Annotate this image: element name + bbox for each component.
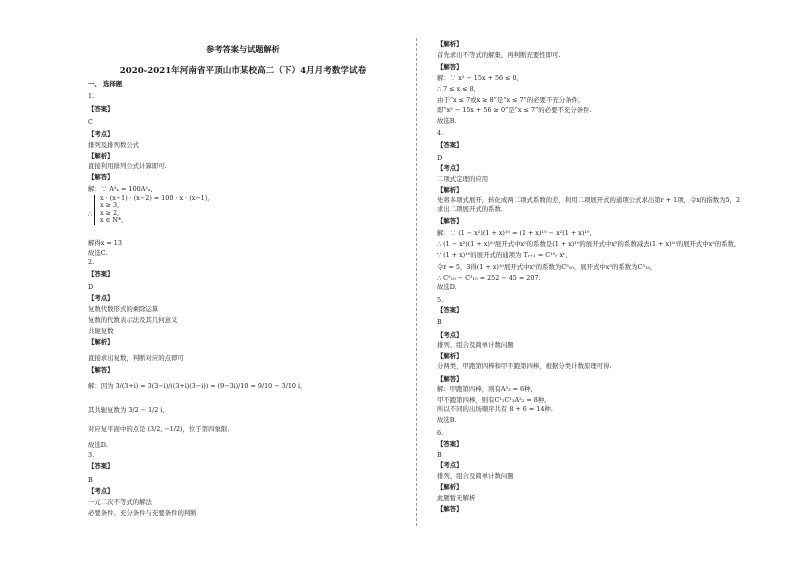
section-heading: 一、 选择题 bbox=[88, 80, 123, 88]
solution-line: 令r = 5，3得(1 + x)¹⁰展开式中x⁵的系数为C⁵₁₀，展开式中x³的系数为C³₁₀, bbox=[437, 263, 653, 271]
solution-line: 此题暂无解析 bbox=[437, 494, 476, 502]
solution-line: 故选D. bbox=[437, 283, 457, 291]
solution-line: C bbox=[88, 118, 93, 126]
solution-line: ∴ C⁵₁₀ − C³₁₀ = 252 − 45 = 207. bbox=[437, 274, 541, 282]
solution-line: 故选D. bbox=[88, 441, 108, 449]
solution-line: B bbox=[88, 476, 93, 484]
solution-line: 解得x = 13 bbox=[88, 239, 122, 247]
equation-row: x ≥ 2, bbox=[100, 208, 120, 217]
block-heading: 【解析】 bbox=[437, 483, 463, 491]
solution-line: 必要条件、充分条件与充要条件的判断 bbox=[88, 509, 197, 517]
block-heading: 【解析】 bbox=[437, 186, 463, 194]
solution-line: 直接求出复数，判断对应的点即可 bbox=[88, 354, 184, 362]
solution-line: 解：因为 3/(3+i) = 3(3−i)/((3+i)(3−i)) = (9−3i)/10 = 9/10 − 3/10 i, bbox=[88, 382, 303, 390]
column-divider bbox=[416, 38, 417, 526]
solution-line: 故选B. bbox=[437, 117, 457, 125]
block-heading: 【考点】 bbox=[437, 331, 463, 339]
block-heading: 【解答】 bbox=[437, 63, 463, 71]
solution-line: ∵ (1 + x)¹⁰的展开式的通项为 Tᵣ₊₁ = C¹⁰ᵣ xʳ, bbox=[437, 251, 568, 259]
solution-line: 解：∵ (1 − x²)(1 + x)¹⁰ = (1 + x)¹⁰ − x²(1 + x)¹⁰, bbox=[437, 229, 592, 237]
exam-title: 2020-2021年河南省平顶山市某校高二（下）4月月考数学试卷 bbox=[119, 66, 367, 76]
block-heading: 【考点】 bbox=[88, 487, 114, 495]
block-heading: 【答案】 bbox=[88, 105, 114, 113]
block-heading: 【答案】 bbox=[437, 440, 463, 448]
solution-line: 甲不跑第四棒，则有C¹₂C¹₂A²₂ = 8种, bbox=[437, 396, 547, 404]
solution-line: 共轭复数 bbox=[88, 327, 114, 335]
solution-line: ∴ (1 − x²)(1 + x)¹⁰展开式中x⁵的系数是(1 + x)¹⁰的展开式中x⁵的系数减去(1 + x)¹⁰的展开式中x³的系数, bbox=[437, 240, 737, 248]
solution-line: 直接利用排列公式计算即可. bbox=[88, 162, 167, 170]
solution-line: 先将多项式展开，转化成两二项式系数的差，利用二项展开式的通项公式求出第r + 1项，令x的指数为5，2 bbox=[437, 196, 741, 204]
question-number: 4. bbox=[437, 129, 444, 137]
solution-line: 排列、组合及简单计数问题 bbox=[437, 472, 514, 480]
question-number: 1. bbox=[88, 92, 95, 100]
block-heading: 【考点】 bbox=[88, 130, 114, 138]
block-heading: 【考点】 bbox=[437, 164, 463, 172]
left-column bbox=[88, 0, 398, 562]
block-heading: 【考点】 bbox=[88, 294, 114, 302]
solution-line: 所以不同的出场顺序共有 8 + 6 = 14种. bbox=[437, 405, 553, 413]
question-number: 6. bbox=[437, 429, 444, 437]
block-heading: 【解答】 bbox=[437, 217, 463, 225]
solution-line: 由于“x ≤ 7或x ≥ 8”是“x ≤ 7”的必要不充分条件, bbox=[437, 96, 581, 104]
equation-row: x ∈ N*, bbox=[100, 216, 124, 225]
block-heading: 【解析】 bbox=[88, 152, 114, 160]
solution-line: 其共轭复数为 3/2 − 1/2 i, bbox=[88, 406, 165, 414]
solution-line: 二项式定理的应用 bbox=[437, 175, 489, 183]
solution-line: D bbox=[88, 283, 94, 291]
block-heading: 【解析】 bbox=[437, 40, 463, 48]
equation-row: x ≥ 3, bbox=[100, 201, 120, 210]
solution-line: B bbox=[437, 318, 442, 326]
solution-line: 解：∵ x² − 15x + 56 ≤ 0, bbox=[437, 74, 519, 82]
equation-row: x · (x−1) · (x−2) = 100 · x · (x−1), bbox=[100, 194, 210, 202]
question-number: 5. bbox=[437, 296, 444, 304]
equation-system bbox=[94, 195, 209, 225]
block-heading: 【答案】 bbox=[437, 141, 463, 149]
block-heading: 【答案】 bbox=[88, 462, 114, 470]
solution-line: 故选B. bbox=[437, 416, 457, 424]
question-number: 3. bbox=[88, 451, 95, 459]
block-heading: 【答案】 bbox=[88, 270, 114, 278]
solution-line: 分两类，甲跑第四棒和甲不跑第四棒，根据分类计数原理可得. bbox=[437, 362, 612, 370]
question-number: 2. bbox=[88, 258, 95, 266]
answer-title: 参考答案与试题解析 bbox=[206, 44, 280, 54]
block-heading: 【答案】 bbox=[437, 306, 463, 314]
solution-line: D bbox=[437, 154, 443, 162]
solution-line: 复数代数形式的乘除运算 bbox=[88, 305, 159, 313]
solution-line: 一元二次不等式的解法 bbox=[88, 498, 152, 506]
block-heading: 【解析】 bbox=[437, 352, 463, 360]
solution-line: 复数的代数表示法及其几何意义 bbox=[88, 316, 178, 324]
solution-line: B bbox=[437, 451, 442, 459]
therefore-symbol: ∴ bbox=[88, 210, 93, 218]
solution-line: ∴ 7 ≤ x ≤ 8, bbox=[437, 85, 476, 93]
solution-line: 解：∵ A³ₓ = 100A²ₓ, bbox=[88, 185, 153, 193]
block-heading: 【考点】 bbox=[437, 461, 463, 469]
solution-line: 对应复平面中的点是 (3/2, −1/2)，位于第四象限. bbox=[88, 425, 230, 433]
block-heading: 【解析】 bbox=[88, 338, 114, 346]
solution-line: 即“x² − 15x + 56 ≥ 0”是“x ≤ 7”的必要不充分条件. bbox=[437, 106, 592, 114]
solution-line: 排列及排列数公式 bbox=[88, 141, 140, 149]
block-heading: 【解答】 bbox=[437, 375, 463, 383]
solution-line: 排列、组合及简单计数问题 bbox=[437, 341, 514, 349]
solution-line: 故选C. bbox=[88, 249, 108, 257]
block-heading: 【解答】 bbox=[88, 366, 114, 374]
block-heading: 【解答】 bbox=[437, 505, 463, 513]
solution-line: 首先求出不等式的解集，再判断充要性即可. bbox=[437, 51, 561, 59]
right-column bbox=[437, 0, 767, 562]
solution-line: 解：甲跑第四棒，则有A³₃ = 6种, bbox=[437, 385, 533, 393]
solution-line: 求出二项展开式的系数. bbox=[437, 205, 503, 213]
block-heading: 【解答】 bbox=[88, 173, 114, 181]
